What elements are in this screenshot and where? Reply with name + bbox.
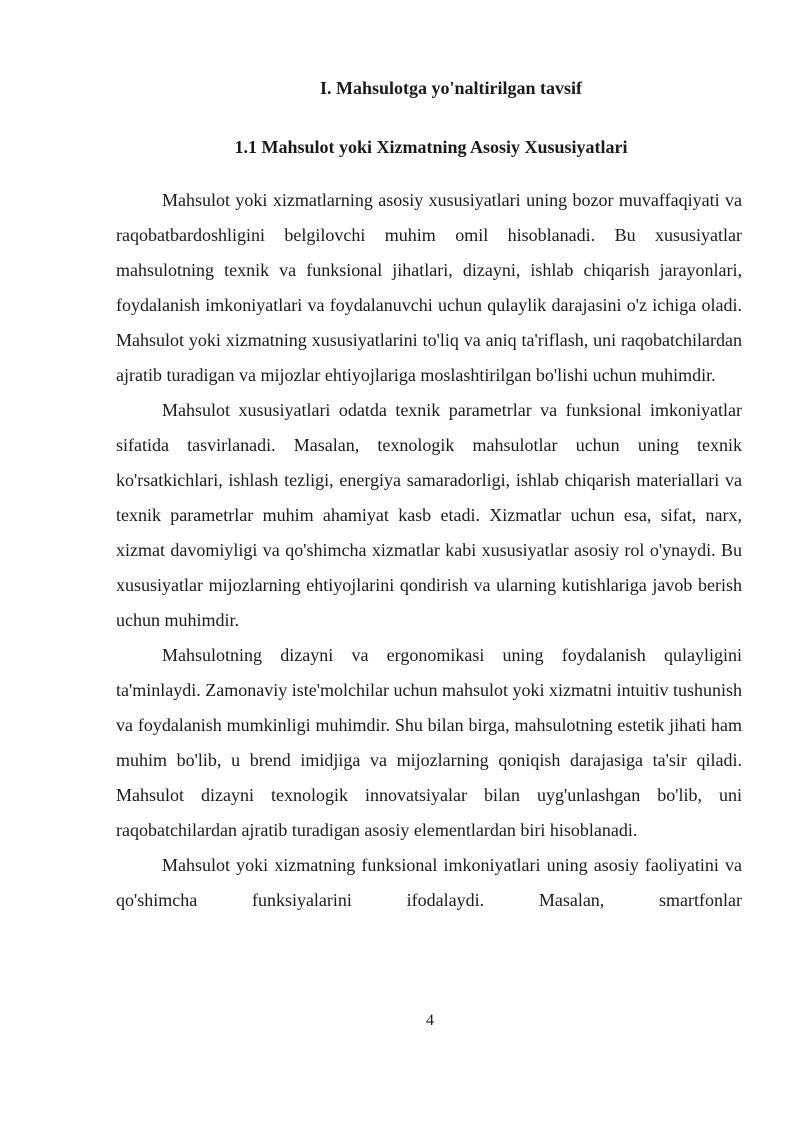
section-title: I. Mahsulotga yo'naltirilgan tavsif bbox=[319, 78, 583, 98]
body-text bbox=[116, 183, 742, 918]
paragraph-3: Mahsulotning dizayni va ergonomikasi uning foydalanish qulayligini ta'minlaydi. Zamonaviy iste'molchilar uchun mahsulot yoki xizmatni intuitiv tushunish va foydalanish mumkinligi muhimdir. Shu bilan birga, mahsulotning estetik jihati ham muhim bo'lib, u brend imidjiga va mijozlarning qoniqish darajasiga ta'sir qiladi. Mahsulot dizayni texnologik innovatsiyalar bilan uyg'unlashgan bo'lib, uni raqobatchilardan ajratib turadigan asosiy elementlardan biri hisoblanadi. bbox=[116, 645, 742, 840]
page-number: 4 bbox=[426, 1012, 434, 1029]
paragraph-1: Mahsulot yoki xizmatlarning asosiy xususiyatlari uning bozor muvaffaqiyati va raqobatbardoshligini belgilovchi muhim omil hisoblanadi. Bu xususiyatlar mahsulotning texnik va funksional jihatlari, dizayni, ishlab chiqarish jarayonlari, foydalanish imkoniyatlari va foydalanuvchi uchun qulaylik darajasini o'z ichiga oladi. Mahsulot yoki xizmatning xususiyatlarini to'liq va aniq ta'riflash, uni raqobatchilardan ajratib turadigan va mijozlar ehtiyojlariga moslashtirilgan bo'lishi uchun muhimdir. bbox=[116, 190, 742, 385]
paragraph-2: Mahsulot xususiyatlari odatda texnik parametrlar va funksional imkoniyatlar sifatida tasvirlanadi. Masalan, texnologik mahsulotlar uchun uning texnik ko'rsatkichlari, ishlash tezligi, energiya samaradorligi, ishlab chiqarish materiallari va texnik parametrlar muhim ahamiyat kasb etadi. Xizmatlar uchun esa, sifat, narx, xizmat davomiyligi va qo'shimcha xizmatlar kabi xususiyatlar asosiy rol o'ynaydi. Bu xususiyatlar mijozlarning ehtiyojlarini qondirish va ularning kutishlariga javob berish uchun muhimdir. bbox=[116, 400, 742, 630]
paragraph-4: Mahsulot yoki xizmatning funksional imkoniyatlari uning asosiy faoliyatini va qo'shimcha funksiyalarini ifodalaydi. Masalan, smartfonlar bbox=[116, 855, 742, 910]
subsection-title: 1.1 Mahsulot yoki Xizmatning Asosiy Xususiyatlari bbox=[234, 137, 628, 157]
